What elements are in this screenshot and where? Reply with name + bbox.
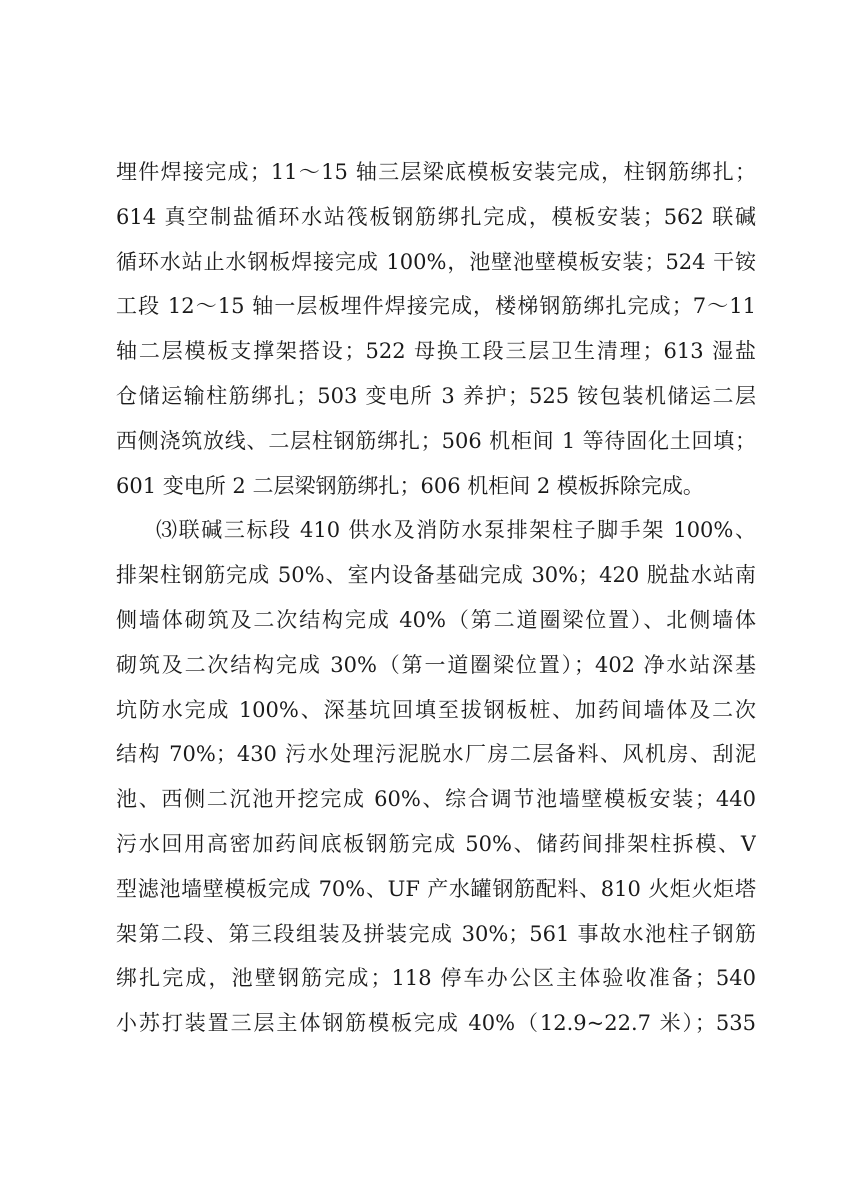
body-text: [116, 150, 756, 1046]
text-line: 614 真空制盐循环水站筏板钢筋绑扎完成，模板安装；562 联碱: [116, 204, 756, 229]
text-line: 型滤池墙壁模板完成 70%、UF 产水罐钢筋配料、810 火炬火炬塔: [116, 876, 756, 901]
text-line: 绑扎完成，池壁钢筋完成；118 停车办公区主体验收准备；540: [116, 966, 756, 991]
text-line: 污水回用高密加药间底板钢筋完成 50%、储药间排架柱拆模、V: [116, 831, 756, 856]
text-line: 埋件焊接完成；11～15 轴三层梁底模板安装完成，柱钢筋绑扎；: [116, 160, 756, 184]
text-line: 轴二层模板支撑架搭设；522 母换工段三层卫生清理；613 湿盐: [116, 339, 756, 364]
text-line: 结构 70%；430 污水处理污泥脱水厂房二层备料、风机房、刮泥: [116, 742, 756, 767]
text-line: 坑防水完成 100%、深基坑回填至拔钢板桩、加药间墙体及二次: [116, 697, 756, 722]
text-line: 601 变电所 2 二层梁钢筋绑扎；606 机柜间 2 模板拆除完成。: [116, 473, 704, 498]
text-line: 仓储运输柱筋绑扎；503 变电所 3 养护；525 铵包装机储运二层: [116, 383, 756, 408]
text-line: 工段 12～15 轴一层板埋件焊接完成，楼梯钢筋绑扎完成；7～11: [116, 294, 756, 319]
text-line: 循环水站止水钢板焊接完成 100%，池壁池壁模板安装；524 干铵: [116, 249, 756, 274]
text-line: 排架柱钢筋完成 50%、室内设备基础完成 30%；420 脱盐水站南: [116, 563, 756, 588]
paragraph-start-line: ⑶联碱三标段 410 供水及消防水泵排架柱子脚手架 100%、: [156, 518, 756, 543]
text-line: 砌筑及二次结构完成 30%（第一道圈梁位置）；402 净水站深基: [116, 652, 756, 677]
text-line: 西侧浇筑放线、二层柱钢筋绑扎；506 机柜间 1 等待固化土回填；: [116, 428, 756, 453]
text-line: 架第二段、第三段组装及拼装完成 30%；561 事故水池柱子钢筋: [116, 921, 756, 946]
text-line: 侧墙体砌筑及二次结构完成 40%（第二道圈梁位置）、北侧墙体: [116, 607, 756, 632]
text-line: 池、西侧二沉池开挖完成 60%、综合调节池墙壁模板安装；440: [116, 787, 756, 812]
text-line: 小苏打装置三层主体钢筋模板完成 40%（12.9~22.7 米）；535: [116, 1011, 756, 1036]
